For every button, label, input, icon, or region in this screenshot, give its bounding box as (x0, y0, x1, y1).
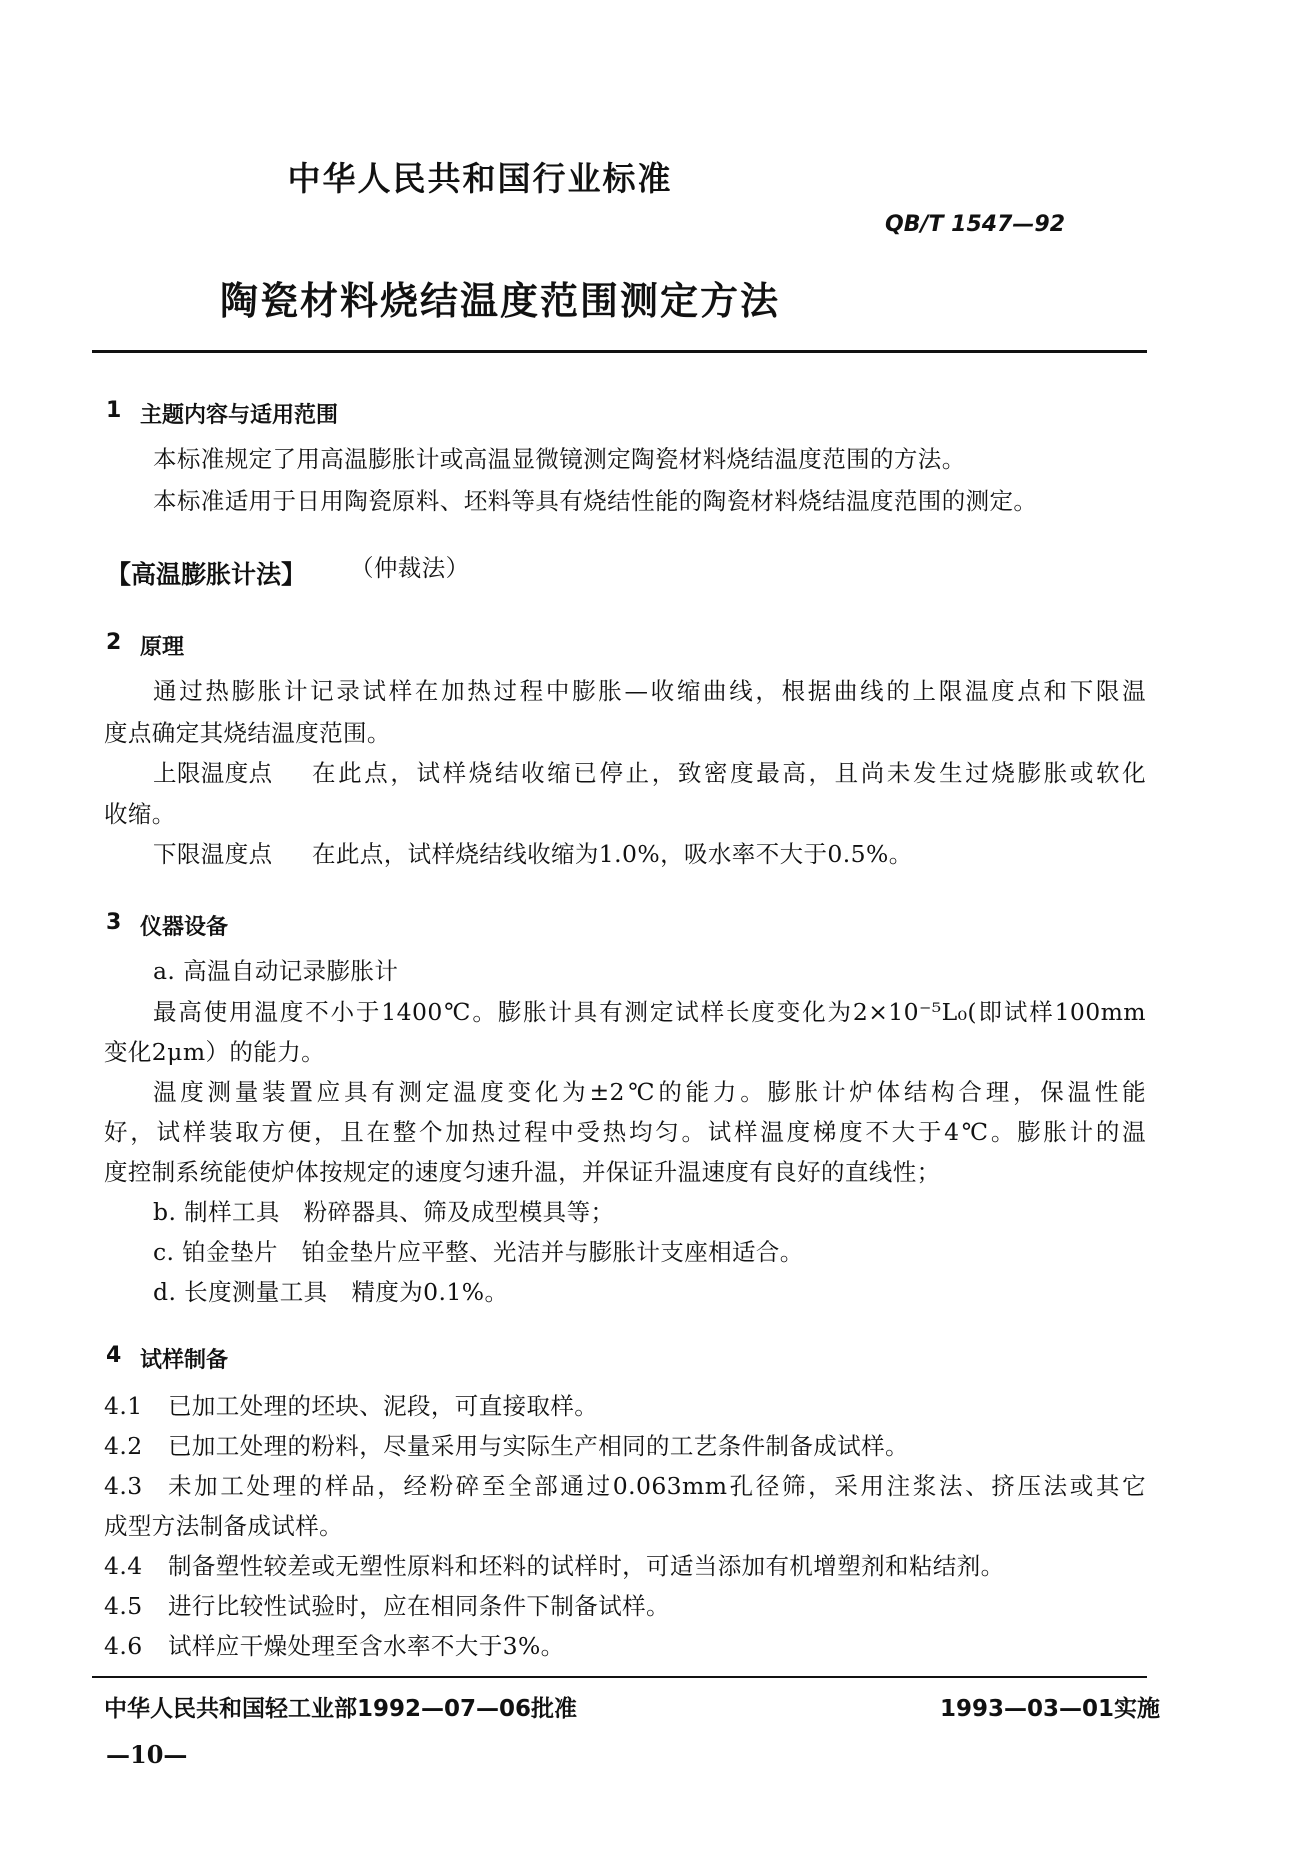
section-3-number: 3 (106, 910, 122, 935)
section-4-heading: 试样制备 (140, 1348, 229, 1373)
item-4-4-number: 4.4 (104, 1552, 143, 1580)
footer-rule (92, 1676, 1147, 1678)
section-2-heading: 原理 (140, 635, 185, 660)
section-4-number: 4 (106, 1343, 122, 1368)
item-4-5-text: 进行比较性试验时，应在相同条件下制备试样。 (168, 1592, 670, 1620)
item-a-paragraph-1-line-2: 变化2μm）的能力。 (104, 1038, 326, 1066)
item-4-5-number: 4.5 (104, 1592, 143, 1620)
item-4-6-number: 4.6 (104, 1632, 143, 1660)
item-4-3-text: 未加工处理的样品，经粉碎至全部通过0.063mm孔径筛，采用注浆法、挤压法或其它 (168, 1472, 1146, 1500)
standard-code: QB/T 1547—92 (885, 212, 1066, 237)
item-4-4-text: 制备塑性较差或无塑性原料和坯料的试样时，可适当添加有机增塑剂和粘结剂。 (168, 1552, 1005, 1580)
section-1-number: 1 (106, 398, 122, 423)
section-3-heading: 仪器设备 (140, 915, 229, 940)
document-title: 陶瓷材料烧结温度范围测定方法 (219, 279, 780, 323)
item-a-paragraph-1-line-1: 最高使用温度不小于1400℃。膨胀计具有测定试样长度变化为2×10⁻⁵L₀(即试样100mm (153, 998, 1146, 1026)
item-4-2-number: 4.2 (104, 1432, 143, 1460)
item-c: c. 铂金垫片 铂金垫片应平整、光洁并与膨胀计支座相适合。 (153, 1238, 804, 1266)
item-a-paragraph-2-line-1: 温度测量装置应具有测定温度变化为±2℃的能力。膨胀计炉体结构合理，保温性能 (153, 1078, 1146, 1106)
item-a-paragraph-2-line-3: 度控制系统能使炉体按规定的速度匀速升温，并保证升温速度有良好的直线性； (104, 1158, 941, 1186)
item-4-3-text-line-2: 成型方法制备成试样。 (104, 1512, 343, 1540)
item-a: a. 高温自动记录膨胀计 (153, 957, 399, 985)
header-rule (92, 350, 1147, 353)
lower-limit-definition: 在此点，试样烧结线收缩为1.0%，吸水率不大于0.5%。 (312, 840, 913, 868)
upper-limit-definition-line-2: 收缩。 (104, 800, 176, 828)
section-2-paragraph-line-2: 度点确定其烧结温度范围。 (104, 719, 391, 747)
method-name: 【高温膨胀计法】 (106, 560, 307, 589)
item-4-2-text: 已加工处理的粉料，尽量采用与实际生产相同的工艺条件制备成试样。 (168, 1432, 909, 1460)
item-a-paragraph-2-line-2: 好，试样装取方便，且在整个加热过程中受热均匀。试样温度梯度不大于4℃。膨胀计的温 (104, 1118, 1146, 1146)
approval-line: 中华人民共和国轻工业部1992—07—06批准 (104, 1696, 578, 1722)
section-1-heading: 主题内容与适用范围 (140, 403, 339, 428)
item-4-6-text: 试样应干燥处理至含水率不大于3%。 (168, 1632, 565, 1660)
lower-limit-term: 下限温度点 (153, 840, 273, 868)
upper-limit-term: 上限温度点 (153, 759, 273, 787)
section-2-number: 2 (106, 630, 122, 655)
item-d: d. 长度测量工具 精度为0.1%。 (153, 1278, 509, 1306)
section-1-paragraph-1: 本标准规定了用高温膨胀计或高温显微镜测定陶瓷材料烧结温度范围的方法。 (153, 445, 966, 473)
effective-date: 1993—03—01实施 (940, 1696, 1161, 1722)
method-note: （仲裁法） (350, 554, 470, 582)
item-b: b. 制样工具 粉碎器具、筛及成型模具等； (153, 1198, 615, 1226)
upper-limit-definition-line-1: 在此点，试样烧结收缩已停止，致密度最高，且尚未发生过烧膨胀或软化 (312, 759, 1146, 787)
page-number: —10— (106, 1740, 188, 1769)
section-1-paragraph-2: 本标准适用于日用陶瓷原料、坯料等具有烧结性能的陶瓷材料烧结温度范围的测定。 (153, 487, 1038, 515)
standard-type: 中华人民共和国行业标准 (287, 159, 673, 198)
item-4-1-text: 已加工处理的坯块、泥段，可直接取样。 (168, 1392, 599, 1420)
section-2-paragraph-line-1: 通过热膨胀计记录试样在加热过程中膨胀—收缩曲线，根据曲线的上限温度点和下限温 (153, 677, 1146, 705)
item-4-3-number: 4.3 (104, 1472, 143, 1500)
item-4-1-number: 4.1 (104, 1392, 143, 1420)
